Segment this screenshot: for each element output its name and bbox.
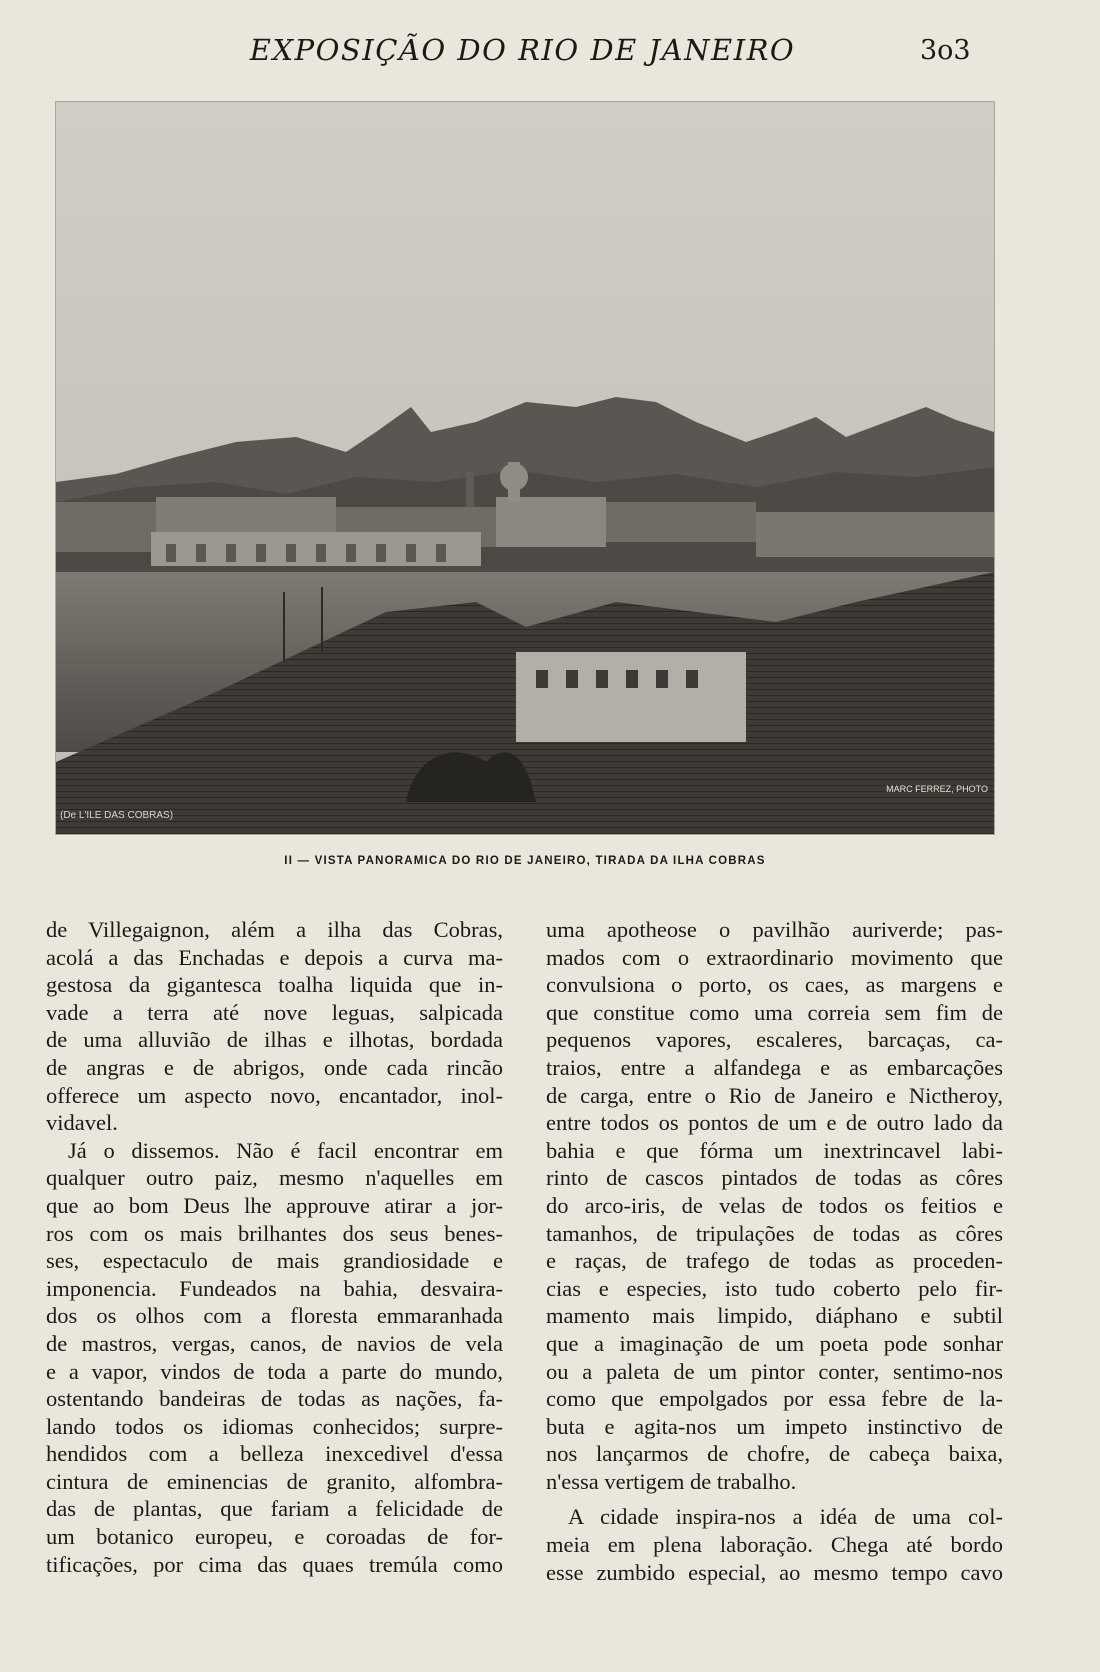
text-line: traios, entre a alfandega e as embarcações [546, 1054, 1003, 1080]
text-column-right [546, 916, 1003, 1586]
text-line: tamanhos, de tripulações de todas as côres [546, 1220, 1003, 1246]
text-line: vidavel. [46, 1110, 118, 1136]
text-line: entre todos os pontos de um e de outro lado da [546, 1110, 1003, 1136]
text-line: de carga, entre o Rio de Janeiro e Nictheroy, [546, 1082, 1003, 1108]
text-line: rinto de cascos pintados de todas as côres [546, 1165, 1003, 1191]
text-line: ostentando bandeiras de todas as nações, fa- [46, 1386, 503, 1412]
text-line: qualquer outro paiz, mesmo n'aquelles em [46, 1165, 503, 1191]
text-line: buta e agita-nos um impeto instinctivo de [546, 1413, 1003, 1439]
text-line: gestosa da gigantesca toalha liquida que in- [46, 972, 503, 998]
text-line: ses, espectaculo de mais grandiosidade e [46, 1248, 503, 1274]
text-line: vade a terra até nove leguas, salpicada [46, 999, 503, 1025]
text-line: dos os olhos com a floresta emmaranhada [46, 1303, 503, 1329]
page-number: 3o3 [920, 35, 971, 66]
text-line: cias e especies, isto tudo coberto pelo fir- [546, 1275, 1003, 1301]
text-line: como que empolgados por essa febre de la- [546, 1386, 1003, 1412]
text-line: uma apotheose o pavilhão auriverde; pas- [546, 917, 1003, 942]
text-line: pequenos vapores, escaleres, barcaças, ca- [546, 1027, 1003, 1053]
text-line: um botanico europeu, e coroadas de for- [46, 1524, 503, 1550]
text-line: A cidade inspira-nos a idéa de uma col- [568, 1504, 1003, 1530]
text-line: ros com os mais brilhantes dos seus benes- [46, 1220, 503, 1246]
text-line: nos lançarmos de chofre, de cabeça baixa, [546, 1441, 1003, 1467]
photographer-credit: MARC FERREZ, PHOTO [886, 784, 988, 794]
photo-location-label: (De L'ILE DAS COBRAS) [60, 810, 174, 821]
text-line: de mastros, vergas, canos, de navios de vela [46, 1330, 503, 1356]
running-header: EXPOSIÇÃO DO RIO DE JANEIRO [249, 33, 796, 67]
text-line: das de plantas, que fariam a felicidade de [46, 1496, 503, 1522]
text-line: n'essa vertigem de trabalho. [546, 1468, 797, 1494]
text-column-left [46, 916, 503, 1578]
text-line: Já o dissemos. Não é facil encontrar em [68, 1137, 503, 1163]
text-line: mamento mais limpido, diáphano e subtil [546, 1303, 1003, 1329]
text-line: offerece um aspecto novo, encantador, inol- [46, 1082, 503, 1108]
text-line: que constitue como uma correia sem fim de [546, 999, 1003, 1025]
text-line: de uma alluvião de ilhas e ilhotas, bordada [46, 1027, 503, 1053]
text-line: ou a paleta de um pintor conter, sentimo-nos [546, 1358, 1003, 1384]
text-line: mados com o extraordinario movimento que [546, 944, 1003, 970]
panoramic-photograph [55, 101, 995, 835]
text-line: imponencia. Fundeados na bahia, desvaira- [46, 1275, 503, 1301]
figure-caption: II — VISTA PANORAMICA DO RIO DE JANEIRO, TIRADA DA ILHA COBRAS [284, 855, 766, 867]
text-line: lando todos os idiomas conhecidos; surpre- [46, 1413, 503, 1439]
text-line: que ao bom Deus lhe approuve atirar a jor- [46, 1192, 503, 1218]
text-line: hendidos com a belleza inexcedivel d'essa [46, 1441, 503, 1467]
text-line: tificações, por cima das quaes tremúla como [46, 1551, 503, 1577]
text-line: cintura de eminencias de granito, alfombra- [46, 1468, 503, 1494]
text-line: que a imaginação de um poeta pode sonhar [546, 1330, 1003, 1356]
text-line: bahia e que fórma um inextrincavel labi- [546, 1137, 1003, 1163]
foreground-building [516, 652, 746, 742]
text-line: de Villegaignon, além a ilha das Cobras, [46, 917, 503, 942]
text-line: meia em plena laboração. Chega até bordo [546, 1532, 1003, 1558]
text-line: esse zumbido especial, ao mesmo tempo cavo [546, 1559, 1003, 1585]
text-line: acolá a das Enchadas e depois a curva ma- [46, 944, 503, 970]
text-line: e raças, de trafego de todas as proceden- [546, 1248, 1003, 1274]
text-line: convulsiona o porto, os caes, as margens e [546, 972, 1003, 998]
text-line: do arco-iris, de velas de todos os feitios e [546, 1192, 1003, 1218]
text-line: e a vapor, vindos de toda a parte do mundo, [46, 1358, 503, 1384]
text-line: de angras e de abrigos, onde cada rincão [46, 1054, 503, 1080]
